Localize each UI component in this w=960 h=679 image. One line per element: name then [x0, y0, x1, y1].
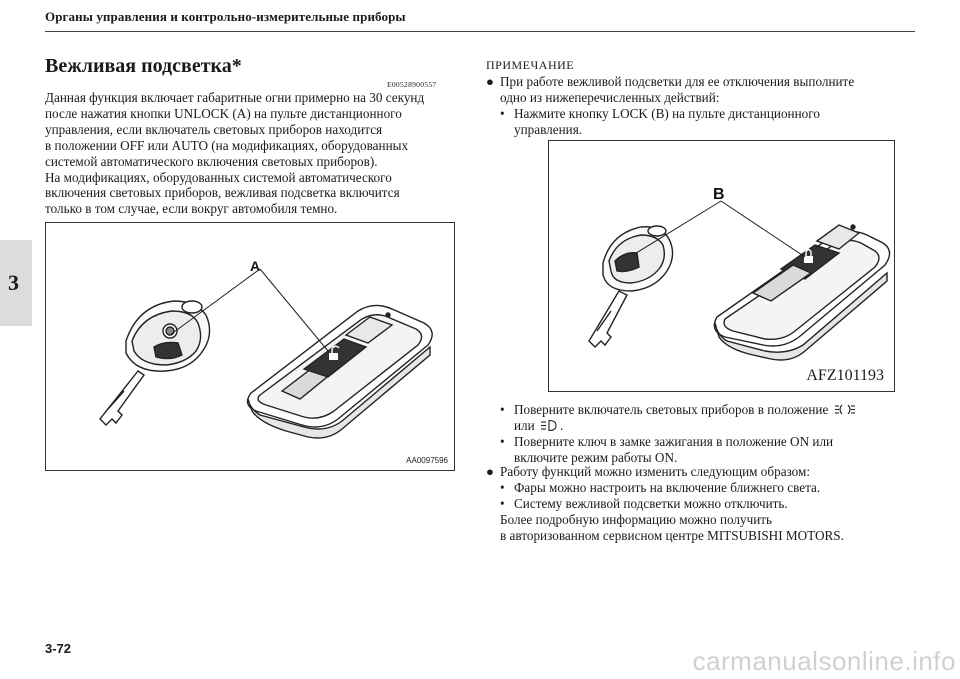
- note-text: одно из нижеперечисленных действий:: [500, 89, 720, 105]
- smart-remote: [247, 305, 432, 438]
- header-rule: [45, 31, 915, 32]
- note-text: в авторизованном сервисном центре MITSUBISHI MOTORS.: [500, 527, 844, 543]
- section-code: E00528900557: [387, 80, 437, 89]
- note-text: Работу функций можно изменить следующим образом:: [500, 464, 811, 479]
- dash-icon: •: [500, 402, 505, 417]
- figure-code: AA0097596: [406, 456, 448, 465]
- callout-a-label: A: [250, 258, 261, 274]
- page-number: 3-72: [45, 641, 72, 656]
- note-text: Поверните ключ в замке зажигания в положение ON или: [514, 433, 834, 449]
- bullet-icon: ●: [486, 74, 494, 89]
- callout-b-label: B: [713, 186, 725, 203]
- paragraph-line: Данная функция включает габаритные огни примерно на 30 секунд: [45, 90, 425, 105]
- note-text: Поверните включатель световых приборов в положение: [514, 402, 829, 417]
- note-text: Систему вежливой подсветки можно отключить.: [514, 495, 788, 511]
- note-text: управления.: [514, 121, 583, 137]
- note-item-2: [486, 464, 906, 544]
- dash-icon: •: [500, 495, 505, 511]
- paragraph-line: системой автоматического включения световых приборов).: [45, 153, 378, 169]
- smart-remote: [714, 225, 889, 360]
- section-title: Вежливая подсветка*: [45, 55, 242, 77]
- mechanical-key: [100, 301, 210, 425]
- watermark: carmanualsonline.info: [692, 646, 956, 676]
- note-text: Более подробную информацию можно получить: [500, 511, 773, 527]
- note-text: или: [514, 417, 535, 433]
- figure-remote-unlock: [45, 222, 455, 471]
- remote-illustration: [549, 141, 894, 391]
- mechanical-key: [589, 226, 673, 347]
- paragraph-line: только в том случае, если вокруг автомобиля темно.: [45, 201, 338, 217]
- remote-illustration: [46, 223, 454, 470]
- position-lamps-icon: [834, 403, 856, 416]
- note-text: .: [560, 417, 564, 433]
- chapter-number: 3: [8, 270, 19, 295]
- paragraph-line: включения световых приборов, вежливая подсветка включится: [45, 185, 400, 201]
- note-item-1-continued: [486, 402, 906, 466]
- bullet-icon: ●: [486, 464, 494, 479]
- note-text: Нажмите кнопку LOCK (B) на пульте дистанционного: [514, 105, 820, 121]
- paragraph-line: управления, если включатель световых приборов находится: [45, 121, 383, 137]
- dash-icon: •: [500, 433, 505, 449]
- paragraph-line: после нажатия кнопки UNLOCK (A) на пульте дистанционного: [45, 105, 402, 121]
- note-item-1: [486, 74, 906, 138]
- figure-code: AFZ101193: [806, 367, 884, 384]
- note-text: Фары можно настроить на включение ближнего света.: [514, 479, 821, 495]
- header-title: Органы управления и контрольно-измерительные приборы: [45, 9, 406, 24]
- note-text: При работе вежливой подсветки для ее отключения выполните: [500, 74, 855, 89]
- paragraph-line: в положении OFF или AUTO (на модификациях, оборудованных: [45, 137, 409, 153]
- figure-remote-lock: [548, 140, 895, 392]
- note-heading: ПРИМЕЧАНИЕ: [486, 58, 575, 72]
- paragraph-line: На модификациях, оборудованных системой автоматического: [45, 169, 392, 185]
- page-header: [45, 9, 905, 25]
- dash-icon: •: [500, 105, 505, 121]
- dash-icon: •: [500, 479, 505, 495]
- note-text: включите режим работы ON.: [514, 449, 678, 465]
- section-paragraph: [45, 90, 455, 217]
- headlamp-icon: [540, 419, 558, 432]
